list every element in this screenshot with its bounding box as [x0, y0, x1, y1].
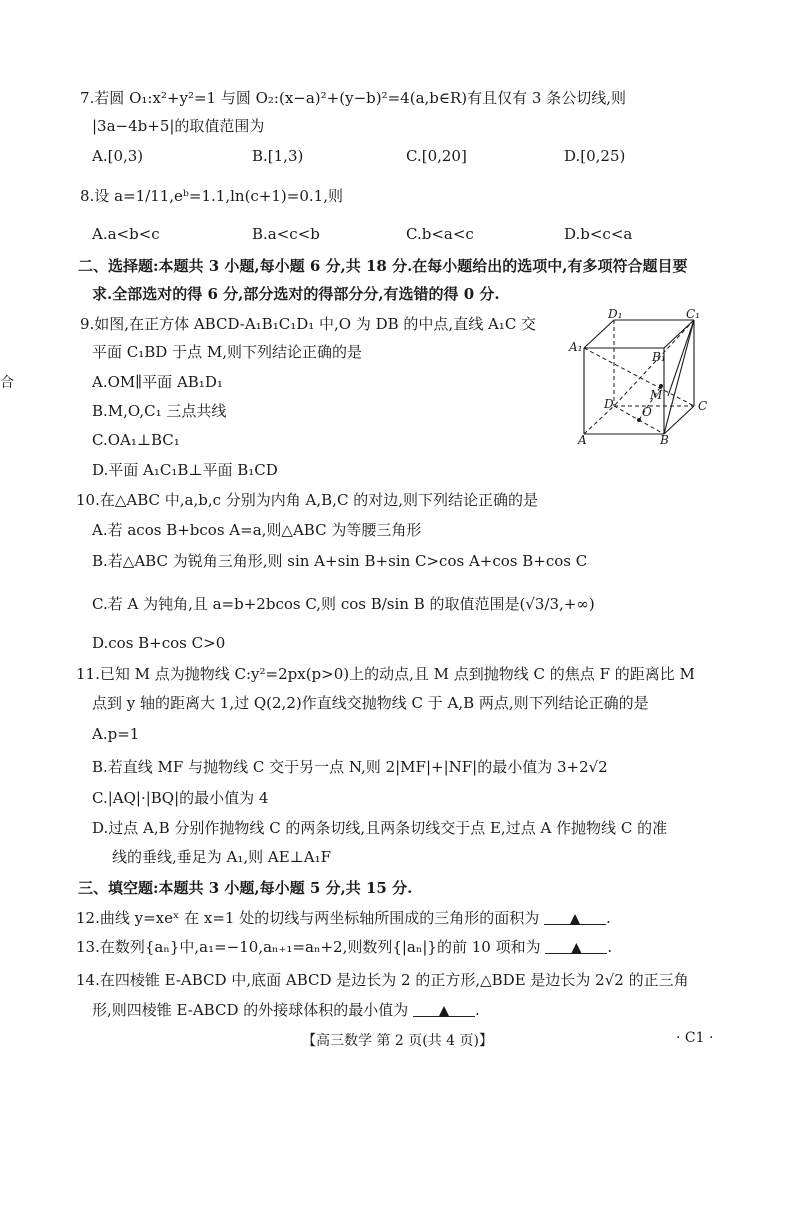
label-c: C	[698, 399, 708, 413]
q9-option-b: B.M,O,C₁ 三点共线	[92, 402, 227, 420]
q13-text: 13.在数列{aₙ}中,a₁=−10,aₙ₊₁=aₙ+2,则数列{|aₙ|}的前 10 项和为	[76, 938, 541, 956]
q7-option-c: C.[0,20]	[406, 147, 467, 165]
label-m: M	[650, 388, 663, 402]
q11-option-a: A.p=1	[92, 725, 140, 743]
q7-option-b: B.[1,3)	[252, 147, 304, 165]
q10-line1: 10.在△ABC 中,a,b,c 分别为内角 A,B,C 的对边,则下列结论正确的是	[76, 491, 538, 509]
q13-blank[interactable]	[545, 937, 607, 954]
q7-option-a: A.[0,3)	[92, 147, 144, 165]
q11-option-d-cont: 线的垂线,垂足为 A₁,则 AE⊥A₁F	[112, 848, 332, 866]
answer-triangle-icon: ▲	[569, 911, 581, 927]
label-b1: B₁	[652, 350, 666, 364]
label-b: B	[660, 433, 669, 446]
label-c1: C₁	[686, 307, 700, 321]
q9-line1: 9.如图,在正方体 ABCD-A₁B₁C₁D₁ 中,O 为 DB 的中点,直线 A₁C 交	[80, 315, 537, 333]
q11-option-c: C.|AQ|·|BQ|的最小值为 4	[92, 789, 269, 807]
q14-line1: 14.在四棱锥 E-ABCD 中,底面 ABCD 是边长为 2 的正方形,△BDE 是边长为 2√2 的正三角	[76, 971, 689, 989]
section2-heading-line1: 二、选择题:本题共 3 小题,每小题 6 分,共 18 分.在每小题给出的选项中,有多项符合题目要	[78, 257, 688, 275]
section2-heading-line2: 求.全部选对的得 6 分,部分选对的得部分分,有选错的得 0 分.	[92, 285, 500, 303]
q7-option-d: D.[0,25)	[564, 147, 626, 165]
q8-option-a: A.a<b<c	[92, 225, 160, 243]
q14-blank[interactable]	[413, 1000, 475, 1017]
q10-option-a: A.若 acos B+bcos A=a,则△ABC 为等腰三角形	[92, 521, 422, 539]
q12-blank[interactable]	[544, 908, 606, 925]
q14-end: .	[475, 1001, 480, 1019]
answer-triangle-icon: ▲	[438, 1003, 450, 1019]
answer-triangle-icon: ▲	[570, 940, 582, 956]
q11-line1: 11.已知 M 点为抛物线 C:y²=2px(p>0)上的动点,且 M 点到抛物线 C 的焦点 F 的距离比 M	[76, 665, 695, 683]
label-d1: D₁	[608, 307, 623, 321]
q7-line1: 7.若圆 O₁:x²+y²=1 与圆 O₂:(x−a)²+(y−b)²=4(a,b∈R)有且仅有 3 条公切线,则	[80, 89, 626, 107]
q13-line	[76, 937, 612, 957]
label-d: D	[604, 397, 614, 411]
label-a: A	[578, 433, 587, 446]
label-a1: A₁	[569, 340, 583, 354]
point-o	[637, 418, 641, 422]
q11-option-d: D.过点 A,B 分别作抛物线 C 的两条切线,且两条切线交于点 E,过点 A 作抛物线 C 的准	[92, 819, 668, 837]
q12-line	[76, 908, 611, 928]
q8-option-b: B.a<c<b	[252, 225, 320, 243]
cube-figure	[566, 306, 716, 446]
footer-code: · C1 ·	[676, 1030, 714, 1046]
q10-option-c: C.若 A 为钝角,且 a=b+2bcos C,则 cos B/sin B 的取值范围是(√3/3,+∞)	[92, 595, 595, 613]
q14-line2	[92, 1000, 480, 1020]
q14-text: 形,则四棱锥 E-ABCD 的外接球体积的最小值为	[92, 1001, 409, 1019]
q9-option-a: A.OM∥平面 AB₁D₁	[92, 373, 223, 391]
margin-char: 合	[0, 375, 14, 391]
q8-line1: 8.设 a=1/11,eᵇ=1.1,ln(c+1)=0.1,则	[80, 187, 343, 205]
q8-option-d: D.b<c<a	[564, 225, 633, 243]
q11-line2: 点到 y 轴的距离大 1,过 Q(2,2)作直线交抛物线 C 于 A,B 两点,则下列结论正确的是	[92, 694, 649, 712]
q12-end: .	[606, 909, 611, 927]
section3-heading: 三、填空题:本题共 3 小题,每小题 5 分,共 15 分.	[78, 879, 413, 897]
footer-page-info: 【高三数学 第 2 页(共 4 页)】	[302, 1033, 493, 1049]
q10-option-b: B.若△ABC 为锐角三角形,则 sin A+sin B+sin C>cos A+cos B+cos C	[92, 552, 588, 570]
q13-end: .	[607, 938, 613, 956]
q9-option-c: C.OA₁⊥BC₁	[92, 431, 180, 449]
q8-option-c: C.b<a<c	[406, 225, 474, 243]
label-o: O	[642, 405, 652, 419]
q9-line2: 平面 C₁BD 于点 M,则下列结论正确的是	[92, 343, 362, 361]
q7-line2: |3a−4b+5|的取值范围为	[92, 117, 265, 135]
q10-option-d: D.cos B+cos C>0	[92, 634, 226, 652]
q12-text: 12.曲线 y=xeˣ 在 x=1 处的切线与两坐标轴所围成的三角形的面积为	[76, 909, 540, 927]
q9-option-d: D.平面 A₁C₁B⊥平面 B₁CD	[92, 461, 278, 479]
q11-option-b: B.若直线 MF 与抛物线 C 交于另一点 N,则 2|MF|+|NF|的最小值为 3+2√2	[92, 758, 608, 776]
